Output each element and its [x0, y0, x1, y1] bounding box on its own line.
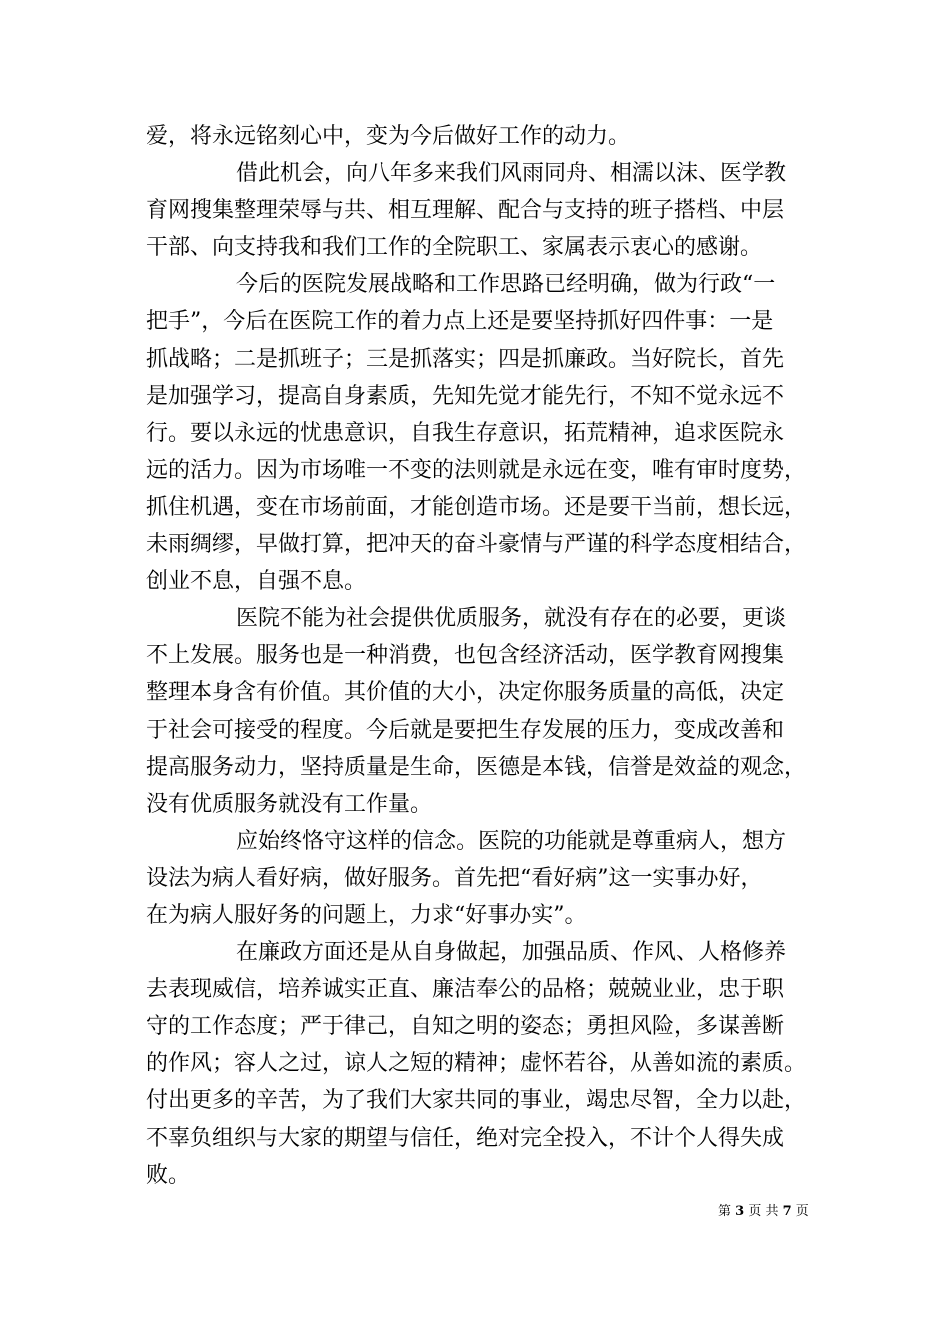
page-footer [718, 1203, 809, 1221]
paragraph: 今后的医院发展战略和工作思路已经明确，做为行政“一 把手”，今后在医院工作的着力点上还是要坚持抓好四件事：一是 抓战略；二是抓班子；三是抓落实；四是抓廉政。当好院长，首先 是加强学习，提高自身素质，先知先觉才能先行，不知不觉永远不 行。要以永远的忧患意识，自我生存意识，拓荒精神，追求医院永 远的活力。因为市场唯一不变的法则就是永远在变，唯有审时度势， 抓住机遇，变在市场前面，才能创造市场。还是要干当前，想长远， 未雨绸缪，早做打算，把冲天的奋斗豪情与严谨的科学态度相结合， 创业不息，自强不息。 [146, 272, 807, 595]
footer-suffix: 页 [791, 1204, 809, 1219]
footer-prefix: 第 [718, 1204, 736, 1219]
paragraph: 借此机会，向八年多来我们风雨同舟、相濡以沫、医学教 育网搜集整理荣辱与共、相互理解、配合与支持的班子搭档、中层 干部、向支持我和我们工作的全院职工、家属表示衷心的感谢。 [146, 161, 787, 261]
footer-middle: 页 共 [744, 1204, 783, 1219]
document-body [146, 118, 836, 1194]
current-page-number: 3 [735, 1204, 745, 1219]
total-page-count: 7 [782, 1204, 792, 1219]
paragraph: 应始终恪守这样的信念。医院的功能就是尊重病人，想方 设法为病人看好病，做好服务。首先把“看好病”这一实事办好， 在为病人服好务的问题上，力求“好事办实”。 [146, 828, 787, 928]
paragraph: 爱，将永远铭刻心中，变为今后做好工作的动力。 [146, 124, 631, 149]
paragraph: 医院不能为社会提供优质服务，就没有存在的必要，更谈 不上发展。服务也是一种消费，也包含经济活动，医学教育网搜集 整理本身含有价值。其价值的大小，决定你服务质量的高低，决定 于社会可接受的程度。今后就是要把生存发展的压力，变成改善和 提高服务动力，坚持质量是生命，医德是本钱，信誉是效益的观念， 没有优质服务就没有工作量。 [146, 606, 807, 817]
paragraph: 在廉政方面还是从自身做起，加强品质、作风、人格修养 去表现威信，培养诚实正直、廉洁奉公的品格；兢兢业业，忠于职 守的工作态度；严于律己，自知之明的姿态；勇担风险，多谋善断 的作风；容人之过，谅人之短的精神；虚怀若谷，从善如流的素质。 付出更多的辛苦，为了我们大家共同的事业，竭忠尽智，全力以赴， 不辜负组织与大家的期望与信任，绝对完全投入，不计个人得失成 败。 [146, 940, 807, 1188]
